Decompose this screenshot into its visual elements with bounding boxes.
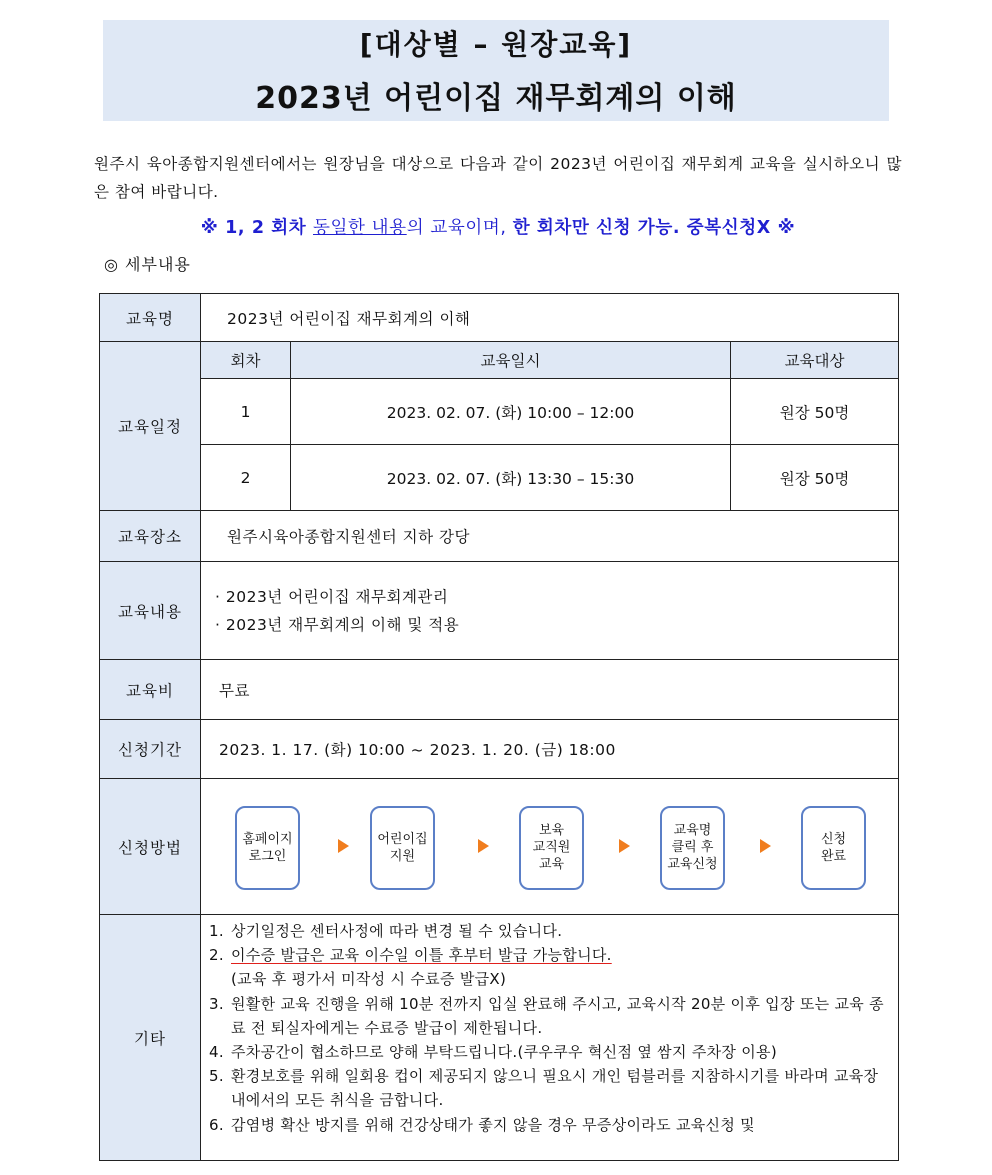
- note-item: [209, 1040, 898, 1064]
- schedule-header-target: 교육대상: [731, 342, 899, 379]
- note-item: [209, 992, 898, 1040]
- step-line: 지원: [389, 848, 416, 864]
- arrow-right-icon: [760, 839, 771, 853]
- step-line: 교육: [538, 857, 565, 872]
- step-homepage-login: [235, 806, 300, 890]
- step-line: 어린이집: [377, 831, 428, 847]
- step-line: 교직원: [532, 840, 571, 855]
- arrow-right-icon: [338, 839, 349, 853]
- step-click-course-apply: [660, 806, 725, 890]
- step-line: 교육신청: [667, 857, 718, 872]
- note-number: 4.: [209, 1043, 224, 1062]
- note-text-wrap: [231, 943, 898, 967]
- schedule-header-datetime: 교육일시: [291, 342, 731, 379]
- note-text: 원활한 교육 진행을 위해 10분 전까지 입실 완료해 주시고, 교육시작 20분 이후 입장 또는 교육 종료 전 퇴실자에게는 수료증 발급이 제한됩니다.: [231, 994, 884, 1037]
- notice-middle: 의 교육이며,: [406, 218, 513, 238]
- etc-notes: [201, 915, 899, 1161]
- schedule-datetime: 2023. 02. 07. (화) 13:30 – 15:30: [291, 445, 731, 511]
- page-title: 2023년 어린이집 재무회계의 이해: [255, 81, 737, 116]
- etc-label: 기타: [100, 915, 201, 1161]
- period-row: [100, 720, 899, 779]
- step-line: 신청: [820, 831, 847, 847]
- note-text: 상기일정은 센터사정에 따라 변경 될 수 있습니다.: [231, 922, 563, 940]
- notice-prefix: ※ 1, 2 회차: [200, 218, 313, 238]
- title-banner: [103, 20, 889, 121]
- note-item: [209, 1064, 898, 1112]
- method-flow-cell: [201, 779, 899, 915]
- location-row: [100, 511, 899, 562]
- details-table: [99, 293, 899, 1161]
- location-value: 원주시육아종합지원센터 지하 강당: [201, 511, 899, 562]
- notice-line: [94, 214, 902, 239]
- note-text: 감염병 확산 방지를 위해 건강상태가 좋지 않을 경우 무증상이라도 교육신청 및: [231, 1115, 755, 1134]
- step-line: 클릭 후: [671, 840, 714, 855]
- title-category: [대상별 – 원장교육]: [359, 28, 633, 61]
- intro-paragraph: 원주시 육아종합지원센터에서는 원장님을 대상으로 다음과 같이 2023년 어린이집 재무회계 교육을 실시하오니 많은 참여 바랍니다.: [94, 155, 902, 201]
- method-row: [100, 779, 899, 915]
- note-item: [209, 943, 898, 967]
- note-item: [209, 919, 898, 943]
- content-item: · 2023년 재무회계의 이해 및 적용: [215, 615, 460, 634]
- note-number: 3.: [209, 994, 224, 1013]
- step-line: 로그인: [248, 848, 287, 864]
- note-text-underlined: 이수증 발급은 교육 이수일 이틀 후부터 발급 가능합니다.: [231, 946, 612, 965]
- content-item: · 2023년 어린이집 재무회계관리: [215, 587, 449, 606]
- arrow-right-icon: [478, 839, 489, 853]
- schedule-target: 원장 50명: [731, 445, 899, 511]
- step-application-complete: [801, 806, 866, 890]
- schedule-session: 2: [201, 445, 291, 511]
- method-label: 신청방법: [100, 779, 201, 915]
- note-text: (교육 후 평가서 미작성 시 수료증 발급X): [231, 970, 507, 989]
- note-number: [209, 967, 231, 991]
- schedule-row: [100, 379, 899, 445]
- course-name-row: [100, 294, 899, 342]
- step-line: 보육: [538, 823, 565, 838]
- step-line: 완료: [820, 848, 847, 864]
- content-value: [201, 562, 899, 660]
- section-heading: ◎ 세부내용: [104, 255, 191, 274]
- course-name-label: 교육명: [100, 294, 201, 342]
- step-line: 홈페이지: [242, 831, 293, 847]
- fee-row: [100, 660, 899, 720]
- notice-suffix: 한 회차만 신청 가능. 중복신청X ※: [512, 218, 796, 238]
- note-number: 6.: [209, 1115, 224, 1134]
- note-number: 2.: [209, 946, 224, 965]
- schedule-header-session: 회차: [201, 342, 291, 379]
- note-number: 5.: [209, 1067, 224, 1086]
- course-name-value: 2023년 어린이집 재무회계의 이해: [201, 294, 899, 342]
- note-item: [209, 967, 898, 991]
- note-text: 주차공간이 협소하므로 양해 부탁드립니다.(쿠우쿠우 혁신점 옆 쌈지 주차장 이용): [231, 1043, 777, 1062]
- note-item: [209, 1113, 898, 1137]
- schedule-header-row: [100, 342, 899, 379]
- period-value: 2023. 1. 17. (화) 10:00 ~ 2023. 1. 20. (금) 18:00: [201, 720, 899, 779]
- period-label: 신청기간: [100, 720, 201, 779]
- application-steps: [201, 780, 898, 914]
- note-text: 환경보호를 위해 일회용 컵이 제공되지 않으니 필요시 개인 텀블러를 지참하시기를 바라며 교육장 내에서의 모든 취식을 금합니다.: [231, 1067, 879, 1110]
- schedule-row: [100, 445, 899, 511]
- notice-underlined: 동일한 내용: [313, 218, 407, 238]
- location-label: 교육장소: [100, 511, 201, 562]
- etc-row: [100, 915, 899, 1161]
- step-daycare-support: [370, 806, 435, 890]
- schedule-label: 교육일정: [100, 342, 201, 511]
- fee-value: 무료: [201, 660, 899, 720]
- content-label: 교육내용: [100, 562, 201, 660]
- schedule-session: 1: [201, 379, 291, 445]
- content-row: [100, 562, 899, 660]
- schedule-datetime: 2023. 02. 07. (화) 10:00 – 12:00: [291, 379, 731, 445]
- schedule-target: 원장 50명: [731, 379, 899, 445]
- note-number: 1.: [209, 922, 224, 940]
- step-line: 교육명: [673, 823, 712, 838]
- arrow-right-icon: [619, 839, 630, 853]
- fee-label: 교육비: [100, 660, 201, 720]
- step-childcare-staff-education: [519, 806, 584, 890]
